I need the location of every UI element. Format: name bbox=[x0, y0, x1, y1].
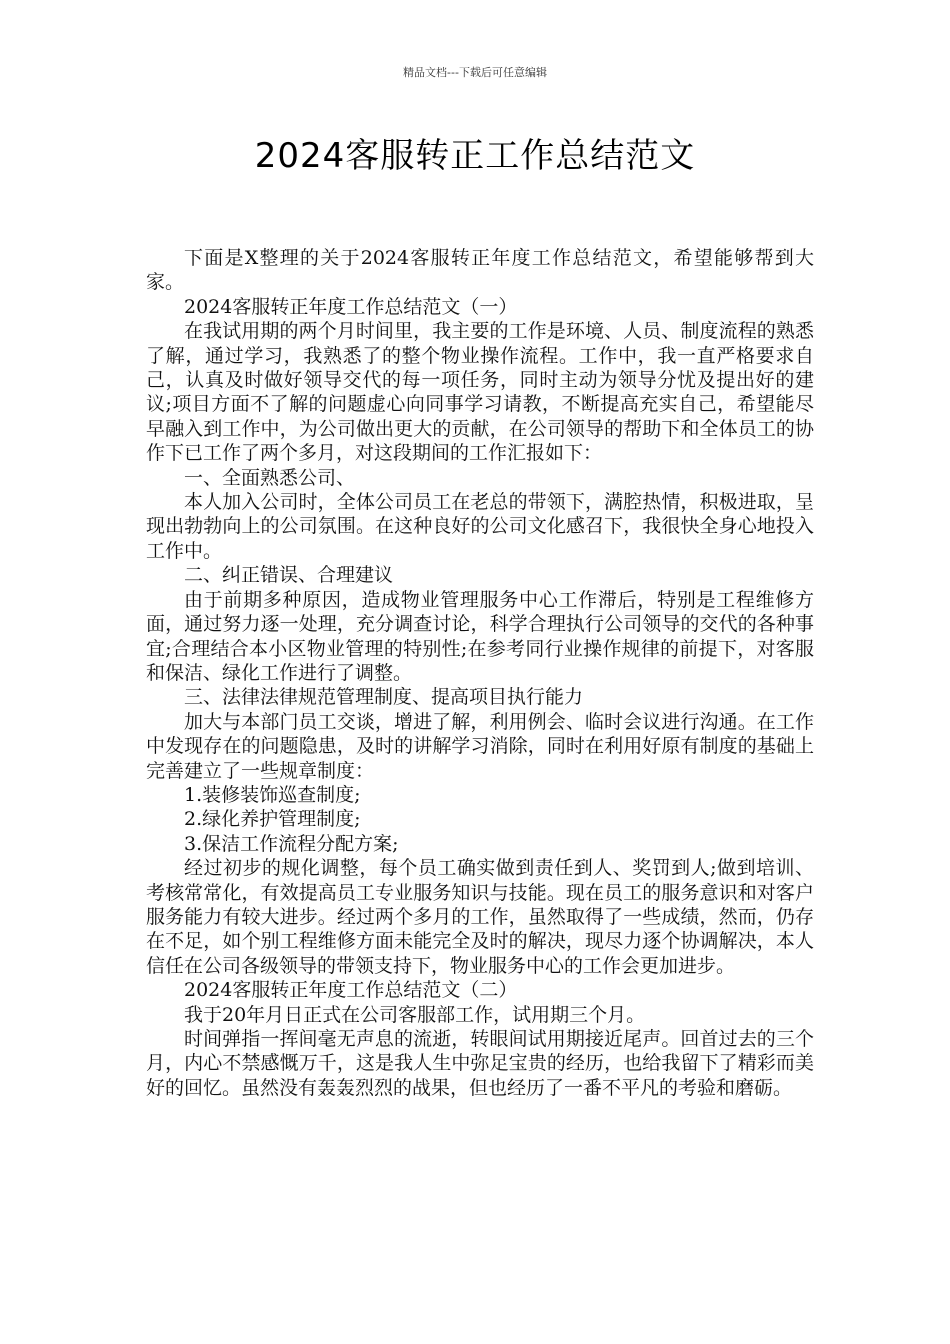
paragraph: 由于前期多种原因，造成物业管理服务中心工作滞后，特别是工程维修方面，通过努力逐一处理，充分调查讨论，科学合理执行公司领导的交代的各种事宜;合理结合本小区物业管理的特别性;在参考同行业操作规律的前提下，对客服和保洁、绿化工作进行了调整。 bbox=[146, 588, 814, 684]
subheading: 二、纠正错误、合理建议 bbox=[184, 564, 394, 587]
subheading: 一、全面熟悉公司、 bbox=[184, 466, 356, 489]
paragraph: 在我试用期的两个月时间里，我主要的工作是环境、人员、制度流程的熟悉了解，通过学习，我熟悉了的整个物业操作流程。工作中，我一直严格要求自己，认真及时做好领导交代的每一项任务，同时主动为领导分忧及提出好的建议;项目方面不了解的问题虚心向同事学习请教，不断提高充实自己，希望能尽早融入到工作中，为公司做出更大的贡献，在公司领导的帮助下和全体员工的协作下已工作了两个多月，对这段期间的工作汇报如下： bbox=[146, 320, 814, 465]
list-item: 2.绿化养护管理制度; bbox=[184, 808, 361, 831]
subheading: 三、法律法律规范管理制度、提高项目执行能力 bbox=[184, 686, 584, 709]
section-heading-1: 2024客服转正年度工作总结范文（一） bbox=[184, 295, 518, 318]
document-title: 2024客服转正工作总结范文 bbox=[254, 136, 696, 176]
document-body bbox=[146, 246, 814, 1100]
paragraph: 本人加入公司时，全体公司员工在老总的带领下，满腔热情，积极进取，呈现出勃勃向上的公司氛围。在这种良好的公司文化感召下，我很快全身心地投入工作中。 bbox=[146, 491, 814, 562]
section-heading-2: 2024客服转正年度工作总结范文（二） bbox=[184, 979, 518, 1002]
list-item: 1.装修装饰巡查制度; bbox=[184, 783, 361, 806]
page-header: 精品文档---下载后可任意编辑 bbox=[403, 66, 547, 79]
paragraph-intro: 下面是X整理的关于2024客服转正年度工作总结范文，希望能够帮到大家。 bbox=[146, 247, 814, 294]
paragraph: 经过初步的规化调整，每个员工确实做到责任到人、奖罚到人;做到培训、考核常常化，有效提高员工专业服务知识与技能。现在员工的服务意识和对客户服务能力有较大进步。经过两个多月的工作，虽然取得了一些成绩，然而，仍存在不足，如个别工程维修方面未能完全及时的解决，现尽力逐个协调解决，本人信任在公司各级领导的带领支持下，物业服务中心的工作会更加进步。 bbox=[146, 857, 814, 977]
paragraph: 我于20年月日正式在公司客服部工作，试用期三个月。 bbox=[184, 1003, 646, 1026]
paragraph: 加大与本部门员工交谈，增进了解，利用例会、临时会议进行沟通。在工作中发现存在的问题隐患，及时的讲解学习消除，同时在利用好原有制度的基础上完善建立了一些规章制度： bbox=[146, 710, 814, 782]
list-item: 3.保洁工作流程分配方案; bbox=[184, 832, 399, 855]
paragraph: 时间弹指一挥间毫无声息的流逝，转眼间试用期接近尾声。回首过去的三个月，内心不禁感慨万千，这是我人生中弥足宝贵的经历，也给我留下了精彩而美好的回忆。虽然没有轰轰烈烈的战果，但也经历了一番不平凡的考验和磨砺。 bbox=[146, 1028, 814, 1099]
